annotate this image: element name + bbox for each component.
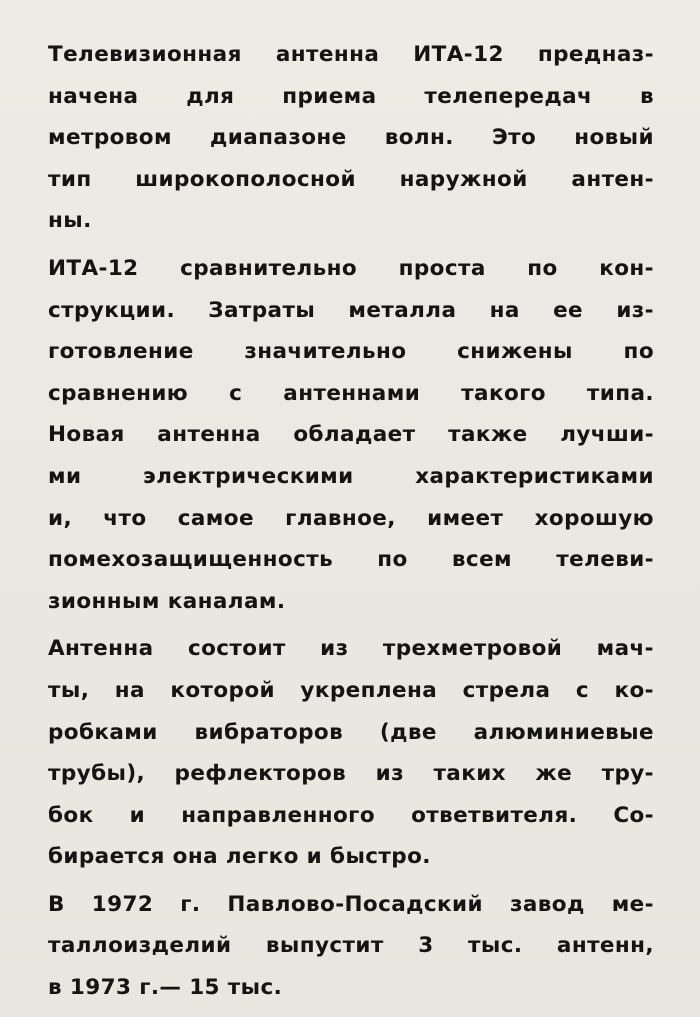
paragraph-construction	[48, 248, 654, 622]
text-line: Телевизионная антенна ИТА-12 предназ-	[48, 42, 654, 67]
article-text	[48, 34, 654, 1015]
text-line: трубы), рефлекторов из таких же тру-	[48, 761, 654, 787]
text-line: и, что самое главное, имеет хорошую	[48, 505, 654, 531]
text-line: зионным каналам.	[48, 588, 286, 614]
text-line: ты, на которой укреплена стрела с ко-	[48, 677, 654, 703]
text-line: начена для приема телепередач в	[48, 83, 654, 109]
text-line: тип широкополосной наружной антен-	[48, 166, 654, 192]
text-line: ны.	[48, 208, 92, 234]
text-line: Новая антенна обладает также лучши-	[48, 422, 654, 448]
text-line: В 1972 г. Павлово-Посадский завод ме-	[48, 891, 654, 917]
text-line: робками вибраторов (две алюминиевые	[48, 719, 654, 745]
paragraph-production	[48, 884, 654, 1009]
text-line: ми электрическими характеристиками	[48, 463, 654, 489]
text-line: ИТА-12 сравнительно проста по кон-	[48, 255, 654, 281]
text-line: помехозащищенность по всем телеви-	[48, 547, 654, 573]
text-line: Антенна состоит из трехметровой мач-	[48, 636, 654, 662]
paragraph-intro	[48, 34, 654, 242]
text-line: в 1973 г.— 15 тыс.	[48, 975, 283, 1001]
text-line: сравнению с антеннами такого типа.	[48, 380, 654, 406]
text-line: бок и направленного ответвителя. Со-	[48, 802, 654, 828]
text-line: таллоизделий выпустит 3 тыс. антенн,	[48, 933, 654, 959]
text-line: струкции. Затраты металла на ее из-	[48, 297, 654, 323]
text-line: бирается она легко и быстро.	[48, 844, 431, 870]
text-line: метровом диапазоне волн. Это новый	[48, 125, 654, 151]
paragraph-components	[48, 628, 654, 878]
text-line: готовление значительно снижены по	[48, 339, 654, 365]
